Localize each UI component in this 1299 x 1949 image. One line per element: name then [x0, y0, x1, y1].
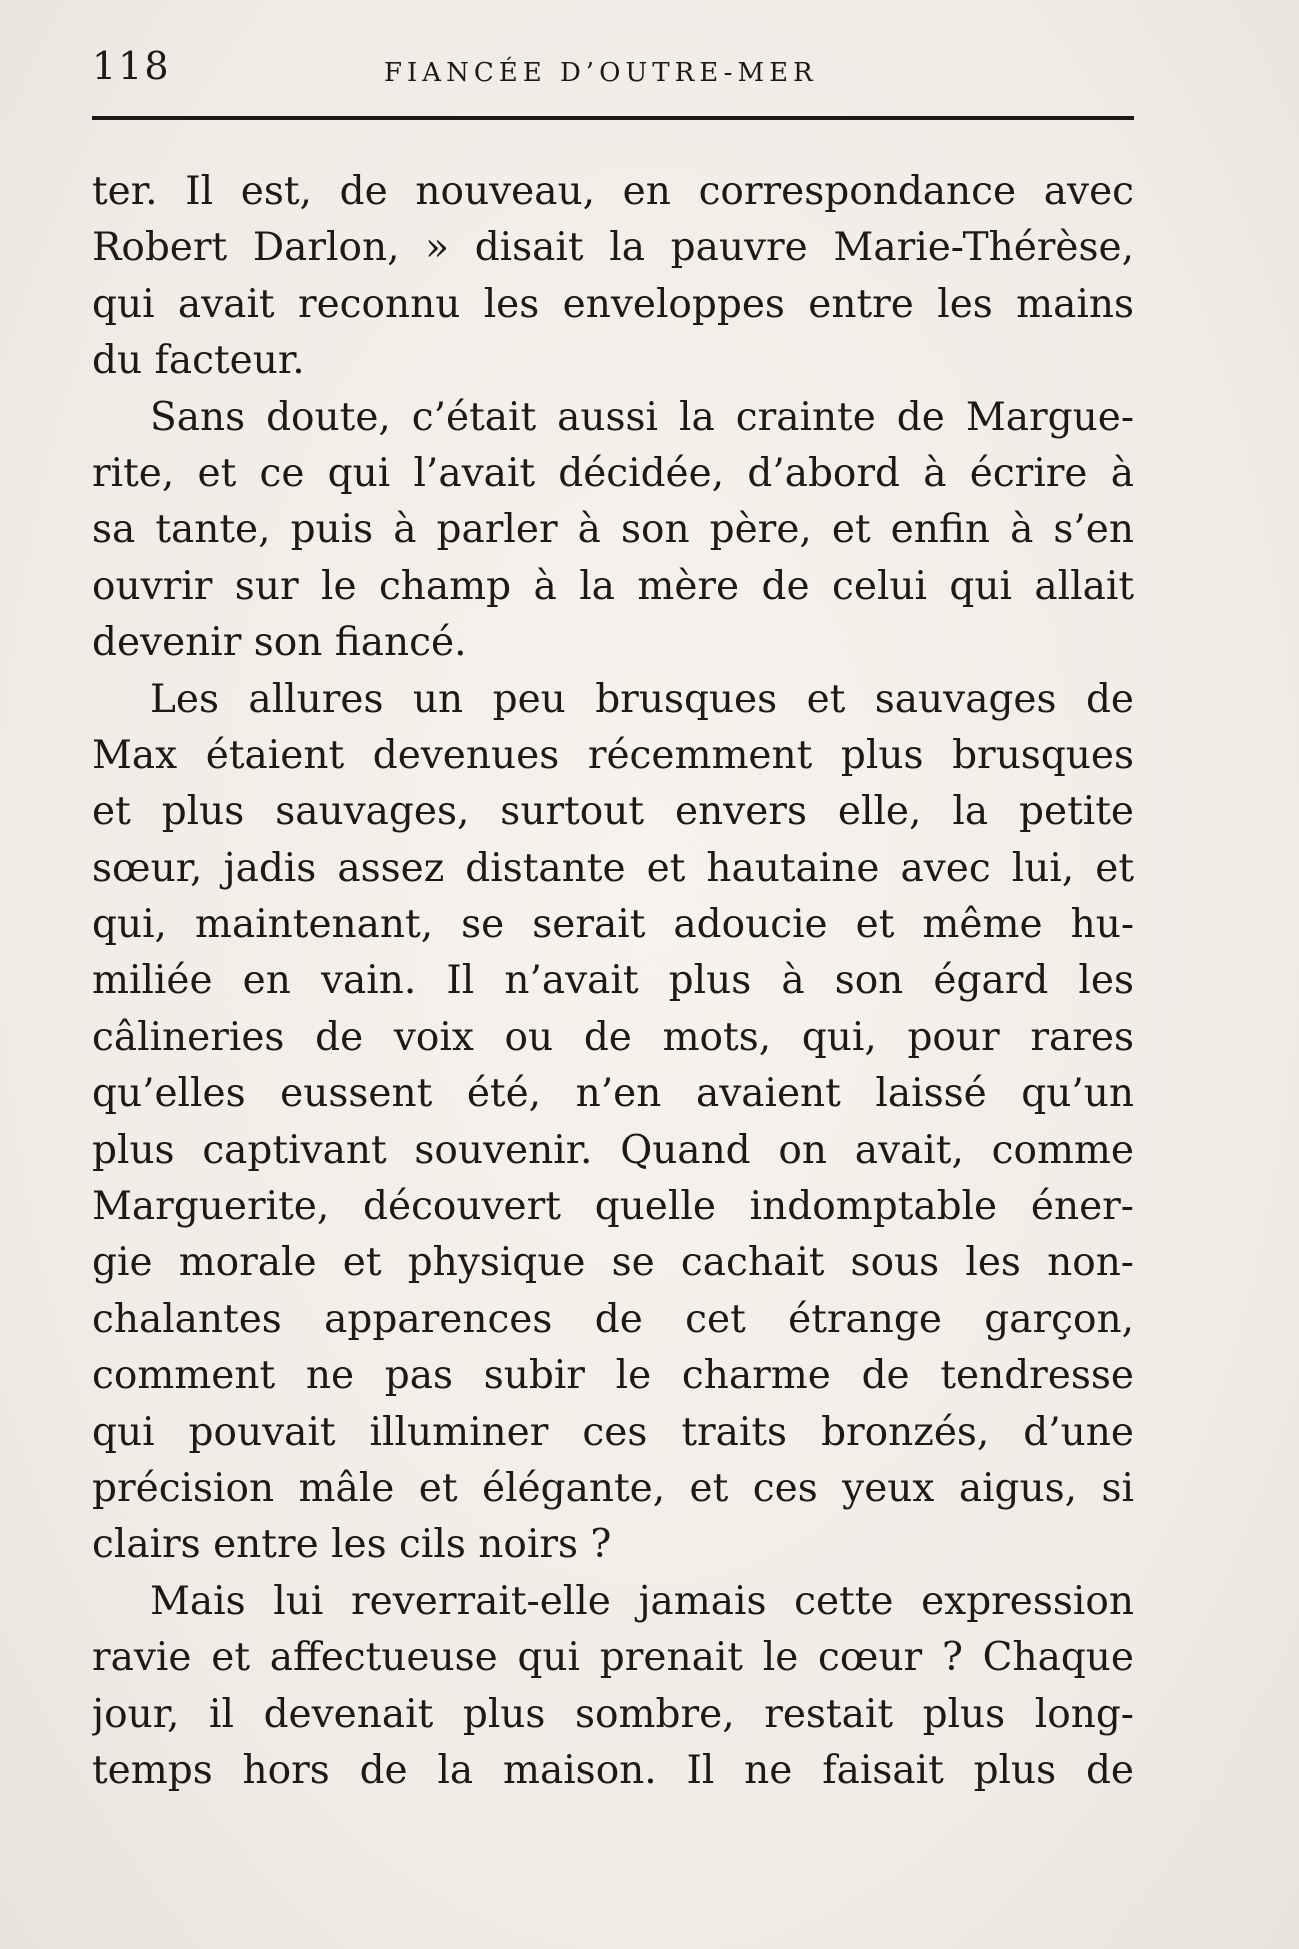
paragraph: [92, 390, 1134, 672]
page-number: 118: [92, 44, 171, 88]
paragraph: [92, 672, 1134, 1574]
text-line: devenir son fiancé.: [92, 620, 467, 666]
text-line: qu’elles eussent été, n’en avaient laissé qu’un: [92, 1071, 1134, 1117]
text-line: plus captivant souvenir. Quand on avait, comme: [92, 1127, 1134, 1173]
text-line: rite, et ce qui l’avait décidée, d’abord à écrire à: [92, 450, 1134, 496]
text-line: sa tante, puis à parler à son père, et enfin à s’en: [92, 507, 1134, 553]
paragraph: [92, 1574, 1134, 1800]
text-line: clairs entre les cils noirs ?: [92, 1522, 612, 1568]
text-line: qui pouvait illuminer ces traits bronzés, d’une: [92, 1409, 1134, 1455]
text-line: jour, il devenait plus sombre, restait plus long-: [92, 1691, 1134, 1737]
text-line: Robert Darlon, » disait la pauvre Marie-Thérèse,: [92, 225, 1134, 271]
text-line: et plus sauvages, surtout envers elle, la petite: [92, 789, 1134, 835]
text-line: Max étaient devenues récemment plus brusques: [92, 732, 1134, 778]
text-line: Marguerite, découvert quelle indomptable éner-: [92, 1184, 1134, 1230]
text-line: temps hors de la maison. Il ne faisait plus de: [92, 1747, 1134, 1793]
text-line: chalantes apparences de cet étrange garçon,: [92, 1296, 1134, 1342]
text-line: du facteur.: [92, 338, 305, 384]
body-text: [92, 164, 1134, 1799]
text-line: Sans doute, c’était aussi la crainte de Margue-: [150, 394, 1134, 440]
text-line: Les allures un peu brusques et sauvages de: [150, 676, 1134, 722]
text-line: ravie et affectueuse qui prenait le cœur ? Chaque: [92, 1635, 1134, 1681]
text-line: qui, maintenant, se serait adoucie et même hu-: [92, 902, 1134, 948]
header-rule: [92, 116, 1134, 120]
paragraph: [92, 164, 1134, 390]
text-line: ouvrir sur le champ à la mère de celui qui allait: [92, 563, 1134, 609]
text-line: miliée en vain. Il n’avait plus à son égard les: [92, 958, 1134, 1004]
text-line: précision mâle et élégante, et ces yeux aigus, si: [92, 1465, 1134, 1511]
page-header: [92, 38, 1132, 98]
text-line: sœur, jadis assez distante et hautaine avec lui, et: [92, 845, 1134, 891]
running-title: FIANCÉE D’OUTRE-MER: [384, 58, 818, 88]
text-line: Mais lui reverrait-elle jamais cette expression: [150, 1578, 1134, 1624]
text-line: gie morale et physique se cachait sous les non-: [92, 1240, 1134, 1286]
text-line: ter. Il est, de nouveau, en correspondance avec: [92, 169, 1134, 214]
text-line: câlineries de voix ou de mots, qui, pour rares: [92, 1014, 1134, 1060]
text-line: qui avait reconnu les enveloppes entre les mains: [92, 281, 1134, 327]
text-line: comment ne pas subir le charme de tendresse: [92, 1353, 1134, 1399]
